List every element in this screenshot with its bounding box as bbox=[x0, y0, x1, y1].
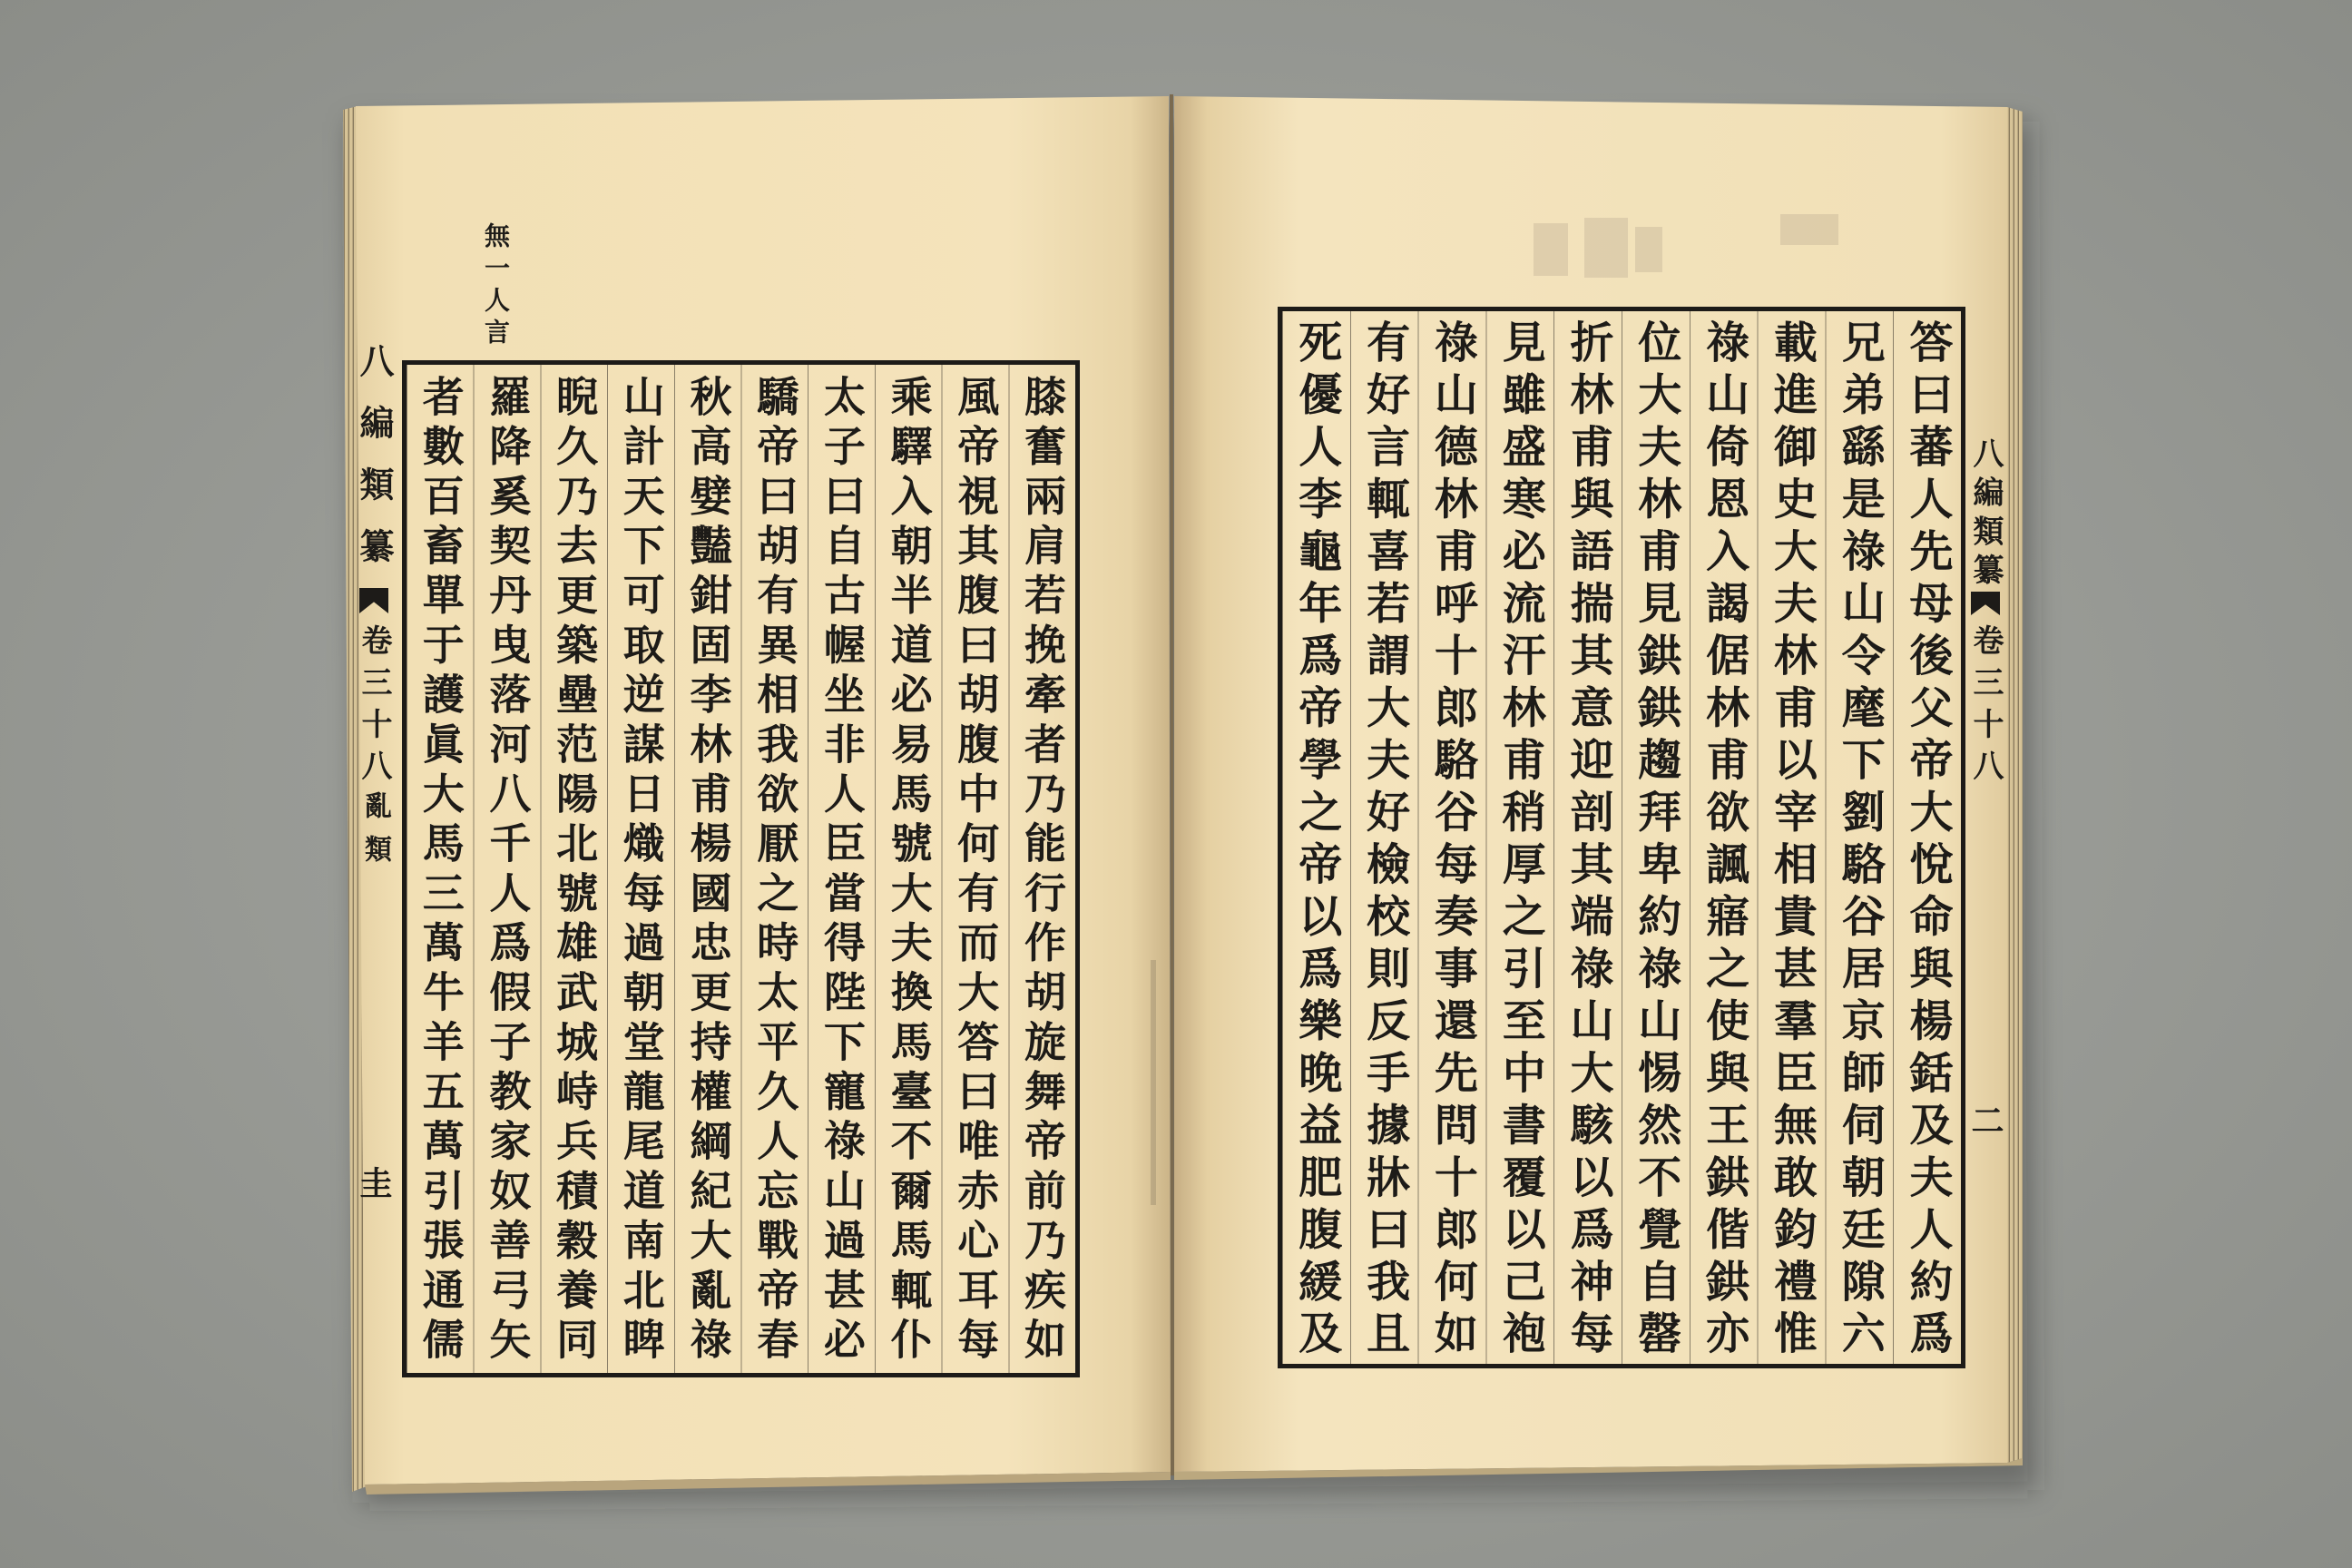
text-column: 死優人李龜年爲帝學之帝以爲樂晚益肥腹緩及 bbox=[1290, 319, 1342, 1354]
text-column: 有好言輒喜若謂大夫好檢校則反手據牀曰我且 bbox=[1358, 319, 1410, 1354]
text-column: 者數百畜單于護眞大馬三萬牛羊五萬引張通儒 bbox=[416, 375, 466, 1359]
show-through-mark bbox=[1534, 223, 1568, 276]
right-margin-book-title: 八編類纂 bbox=[1967, 437, 2004, 584]
text-column: 兄弟繇是祿山令麾下劉駱谷居京師伺朝廷隙六 bbox=[1834, 319, 1886, 1354]
text-column: 風帝視其腹曰胡腹中何有而大答曰唯赤心耳每 bbox=[951, 375, 1001, 1359]
show-through-mark bbox=[1780, 214, 1838, 245]
left-margin-leaf-number: 圭 bbox=[355, 1166, 393, 1199]
text-column: 載進御史大夫林甫以宰相貴甚羣臣無敢鈞禮惟 bbox=[1766, 319, 1818, 1354]
text-column: 太子曰自古幄坐非人臣當得陛下寵祿山過甚必 bbox=[817, 375, 867, 1359]
show-through-mark bbox=[1584, 218, 1628, 278]
left-margin-volume: 卷三十八 bbox=[356, 624, 392, 780]
right-page-edge-stack bbox=[2007, 107, 2023, 1463]
text-column: 折林甫與語揣其意迎剖其端祿山大駭以爲神每 bbox=[1562, 319, 1613, 1354]
right-margin-leaf-number: 二 bbox=[1966, 1103, 2004, 1136]
text-column: 答曰蕃人先母後父帝大悅命與楊銛及夫人約爲 bbox=[1901, 319, 1953, 1354]
text-column: 祿山倚恩入謁倨林甫欲諷寤之使與王鉷偕鉷亦 bbox=[1698, 319, 1749, 1354]
text-column: 睨久乃去更築壘范陽北號雄武城峙兵積穀養同 bbox=[550, 375, 600, 1359]
left-margin-book-title: 八編類纂 bbox=[354, 343, 395, 563]
text-column: 驕帝曰胡有異相我欲厭之時太平久人忘戰帝春 bbox=[750, 375, 800, 1359]
text-column: 膝奮兩肩若挽牽者乃能行作胡旋舞帝前乃疾如 bbox=[1017, 375, 1067, 1359]
text-column: 見雖盛寒必流汗林甫稍厚之引至中書覆以己袍 bbox=[1494, 319, 1546, 1354]
show-through-mark bbox=[1635, 227, 1662, 272]
text-column: 山計天下可取逆謀日熾每過朝堂龍尾道南北睥 bbox=[616, 375, 666, 1359]
text-column: 秋高嬖豔鉗固李林甫楊國忠更持權綱紀大亂祿 bbox=[683, 375, 733, 1359]
ink-streak bbox=[1151, 960, 1156, 1205]
left-text-frame bbox=[402, 360, 1080, 1377]
top-margin-note: 無一人言 bbox=[481, 222, 511, 344]
right-margin-volume: 卷三十八 bbox=[1967, 624, 2004, 780]
text-column: 位大夫林甫見鉷鉷趨拜卑約祿山惕然不覺自罄 bbox=[1630, 319, 1681, 1354]
left-margin-section: 亂類 bbox=[359, 791, 391, 862]
spine-gutter bbox=[1171, 94, 1172, 1475]
text-column: 乘驛入朝半道必易馬號大夫換馬臺不爾馬輒仆 bbox=[884, 375, 934, 1359]
right-text-frame bbox=[1278, 307, 1965, 1368]
text-column: 祿山德林甫呼十郎駱谷每奏事還先問十郎何如 bbox=[1426, 319, 1478, 1354]
text-column: 羅降奚契丹曳落河八千人爲假子教家奴善弓矢 bbox=[483, 375, 533, 1359]
